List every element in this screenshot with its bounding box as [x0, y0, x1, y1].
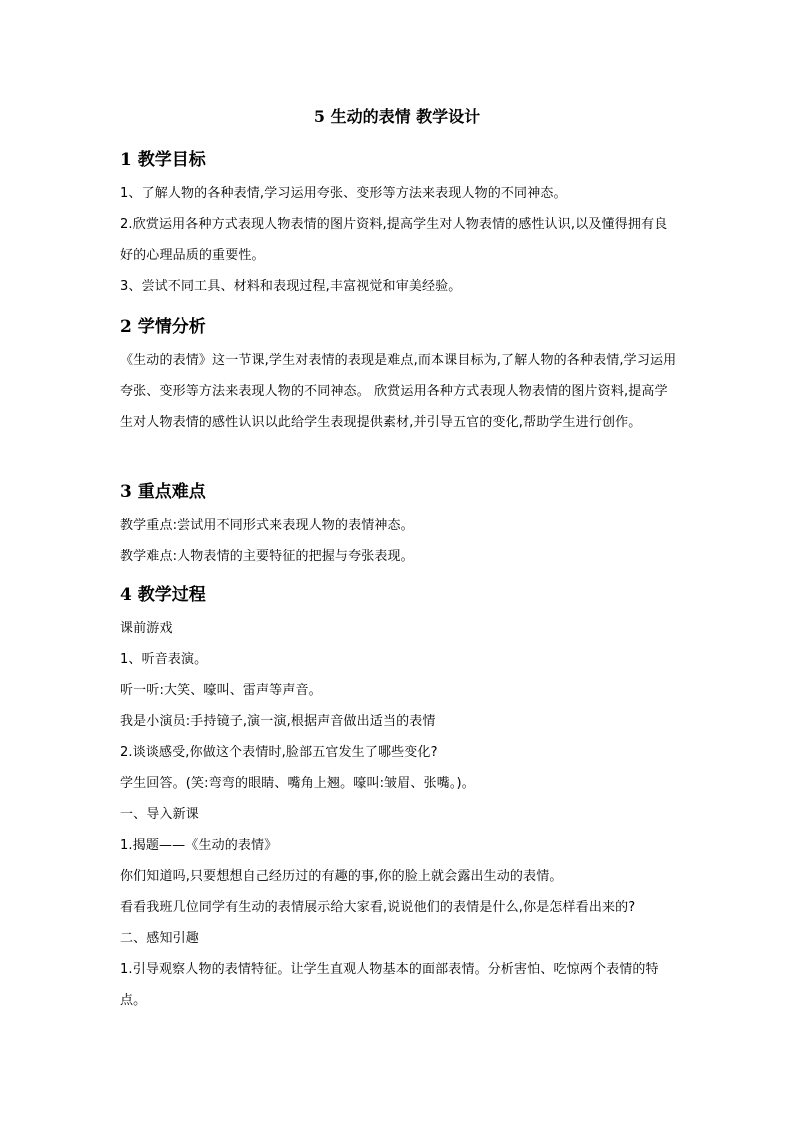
document-title: 5 生动的表情 教学设计 — [313, 107, 481, 126]
paragraph: 二、感知引趣 — [120, 931, 199, 946]
section-teaching-objectives — [120, 148, 680, 302]
paragraph: 教学难点:人物表情的主要特征的把握与夸张表现。 — [120, 549, 414, 564]
section-heading: 4 教学过程 — [120, 585, 206, 605]
paragraph: 我是小演员:手持镜子,演一演,根据声音做出适当的表情 — [120, 714, 436, 729]
paragraph: 《生动的表情》这一节课,学生对表情的表现是难点,而本课目标为,了解人物的各种表情,学习运用夸张、变形等方法来表现人物的不同神态。 欣赏运用各种方式表现人物表情的图片资料,提高学生对人物表情的感性认识以此给学生表现提供素材,并引导五官的变化,帮助学生进行创作。 — [120, 353, 677, 430]
paragraph: 3、尝试不同工具、材料和表现过程,丰富视觉和审美经验。 — [120, 279, 462, 294]
section-heading: 3 重点难点 — [120, 482, 206, 502]
paragraph: 一、导入新课 — [120, 807, 199, 822]
section-learning-analysis — [120, 315, 680, 438]
paragraph: 课前游戏 — [120, 621, 173, 636]
section-heading: 1 教学目标 — [120, 150, 206, 170]
paragraph: 1、了解人物的各种表情,学习运用夸张、变形等方法来表现人物的不同神态。 — [120, 186, 567, 201]
paragraph: 1.揭题——《生动的表情》 — [120, 838, 278, 853]
paragraph: 2.欣赏运用各种方式表现人物表情的图片资料,提高学生对人物表情的感性认识,以及懂得拥有良好的心理品质的重要性。 — [120, 217, 668, 263]
section-heading: 2 学情分析 — [120, 317, 206, 337]
paragraph: 1.引导观察人物的表情特征。让学生直观人物基本的面部表情。分析害怕、吃惊两个表情的特点。 — [120, 962, 659, 1008]
section-teaching-process — [120, 583, 680, 1016]
paragraph: 教学重点:尝试用不同形式来表现人物的表情神态。 — [120, 518, 414, 533]
section-key-points — [120, 480, 680, 572]
paragraph: 看看我班几位同学有生动的表情展示给大家看,说说他们的表情是什么,你是怎样看出来的? — [120, 900, 636, 915]
paragraph: 你们知道吗,只要想想自己经历过的有趣的事,你的脸上就会露出生动的表情。 — [120, 869, 563, 884]
paragraph: 1、听音表演。 — [120, 652, 208, 667]
paragraph: 2.谈谈感受,你做这个表情时,脸部五官发生了哪些变化? — [120, 745, 438, 760]
paragraph: 听一听:大笑、嚎叫、雷声等声音。 — [120, 683, 322, 698]
paragraph: 学生回答。(笑:弯弯的眼睛、嘴角上翘。嚎叫:皱眉、张嘴。)。 — [120, 776, 475, 791]
